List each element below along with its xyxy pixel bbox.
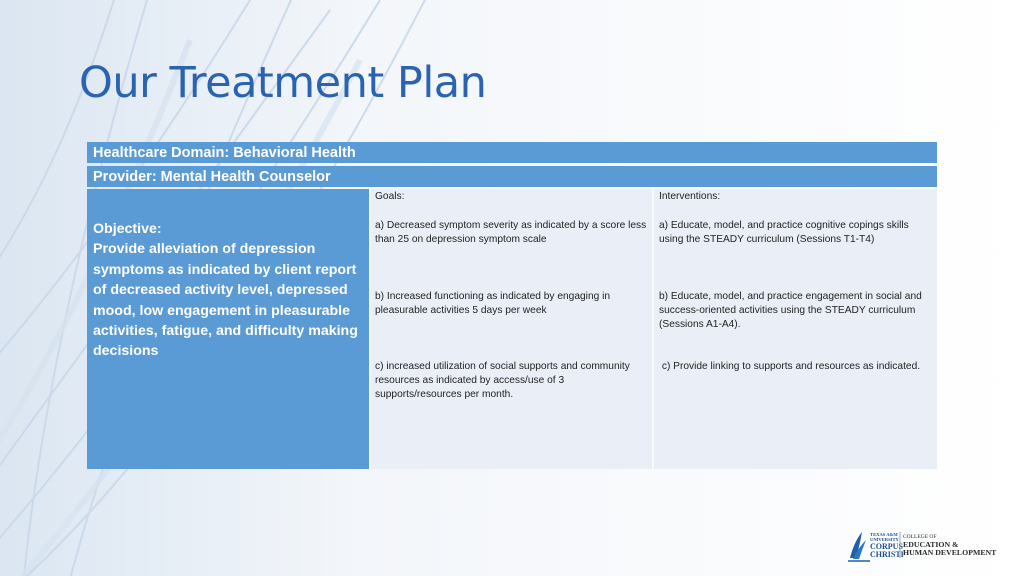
objective-cell	[87, 189, 369, 469]
objective-text: Provide alleviation of depression symptoms as indicated by client report of decreased activity level, depressed mood, low engagement in pleasurable activities, fatigue, and difficulty making decisions	[93, 241, 358, 360]
logo-college-line: COLLEGE OF	[903, 534, 937, 540]
provider-header: Provider: Mental Health Counselor	[87, 166, 937, 187]
logo-university-line: CHRISTI	[870, 550, 904, 559]
goal-item: c) increased utilization of social supports and community resources as indicated by access/use of 3 supports/resources per month.	[375, 361, 630, 401]
logo-college-line: EDUCATION &	[903, 540, 959, 549]
goals-heading: Goals:	[375, 191, 405, 202]
logo-college-line: HUMAN DEVELOPMENT	[903, 548, 997, 557]
logo-university-line: TEXAS A&M	[870, 532, 898, 537]
interventions-cell	[654, 189, 937, 469]
page-title: Our Treatment Plan	[79, 58, 487, 108]
logo-university-line: UNIVERSITY	[870, 537, 899, 542]
intervention-item: c) Provide linking to supports and resources as indicated.	[659, 361, 921, 372]
goal-item: b) Increased functioning as indicated by engaging in pleasurable activities 5 days per week	[375, 291, 611, 317]
logo-university-line: CORPUS	[870, 542, 903, 551]
goal-item: a) Decreased symptom severity as indicated by a score less than 25 on depression symptom scale	[375, 220, 647, 246]
objective-label: Objective:	[93, 221, 162, 237]
intervention-item: a) Educate, model, and practice cognitive copings skills using the STEADY curriculum (Sessions T1-T4)	[659, 220, 909, 246]
goals-cell	[371, 189, 652, 469]
intervention-item: b) Educate, model, and practice engagement in social and success-oriented activities using the STEADY curriculum (Sessions A1-A4).	[659, 291, 922, 331]
treatment-plan-table	[87, 141, 937, 470]
university-logo	[848, 528, 1000, 562]
interventions-heading: Interventions:	[659, 191, 721, 202]
healthcare-domain-header: Healthcare Domain: Behavioral Health	[87, 142, 937, 163]
seagull-emblem-icon	[848, 532, 870, 561]
